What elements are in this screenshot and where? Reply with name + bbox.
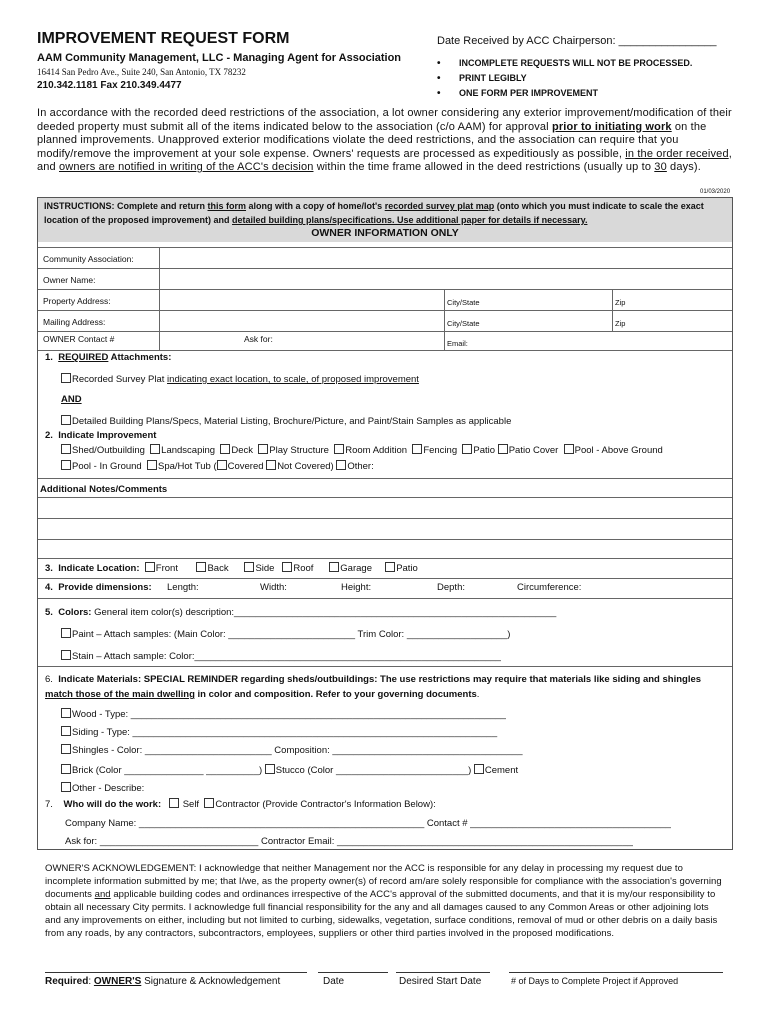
start-date-label: Desired Start Date: [399, 976, 482, 987]
opt-patio-cover[interactable]: Patio Cover: [498, 445, 559, 456]
requirements-list: [437, 56, 692, 101]
opt-patio[interactable]: Patio: [462, 445, 495, 456]
community-input[interactable]: [162, 251, 727, 265]
loc-back[interactable]: Back: [196, 563, 228, 574]
general-color-field[interactable]: General item color(s) description:_____________________________________________________________: [94, 607, 557, 618]
improvement-options-2: [61, 460, 374, 472]
owner-name-row: [38, 268, 732, 289]
improvement-options: [61, 444, 663, 456]
company-address: 16414 San Pedro Ave., Suite 240, San Antonio, TX 78232: [37, 67, 246, 77]
opt-not-covered[interactable]: Not Covered): [266, 461, 334, 472]
wood-checkbox[interactable]: Wood - Type: _______________________________________________________________________: [61, 708, 506, 720]
days-line[interactable]: [509, 972, 723, 973]
opt-covered[interactable]: Covered: [217, 461, 264, 472]
signature-label: Required: OWNER'S Signature & Acknowledgement: [45, 976, 281, 987]
start-date-line[interactable]: [396, 972, 490, 973]
owner-name-input[interactable]: [162, 272, 727, 286]
checkbox-icon[interactable]: [61, 373, 71, 383]
intro-paragraph: In accordance with the recorded deed restrictions of the association, a lot owner considering any exterior improvement/modification of their deeded property must submit all of the items indicated below to the association (c/o AAM) for approval prior to initiating work on the planned improvements. Unapproved exterior modifications violate the deed restrictions, and the association can require that you modify/remove the improvement at your sole expense. Owners' requests are processed as expeditiously as possible, in the order received, and owners are notified in writing of the ACC's decision within the time frame allowed in the deed restrictions (usually up to 30 days).: [37, 107, 732, 173]
loc-front[interactable]: Front: [145, 563, 178, 574]
loc-garage[interactable]: Garage: [329, 563, 372, 574]
company-phone: 210.342.1181 Fax 210.349.4477: [37, 80, 182, 91]
contractor-askfor-field[interactable]: Ask for: ______________________________ Contractor Email: ________________________________________________________: [65, 836, 633, 847]
ask-for-label: Ask for:: [244, 334, 273, 344]
self-checkbox[interactable]: Self: [169, 799, 199, 810]
owner-info-header: OWNER INFORMATION ONLY: [311, 227, 459, 239]
stain-checkbox[interactable]: Stain – Attach sample: Color:__________________________________________________________: [61, 650, 501, 662]
date-received-field[interactable]: Date Received by ACC Chairperson: ________________: [437, 35, 717, 47]
building-plans-checkbox[interactable]: Detailed Building Plans/Specs, Material Listing, Brochure/Picture, and Paint/Stain Samples as applicable: [61, 415, 511, 427]
opt-other[interactable]: Other:: [336, 461, 373, 472]
property-label: Property Address:: [43, 296, 111, 306]
notes-label: Additional Notes/Comments: [40, 484, 168, 495]
form-title: IMPROVEMENT REQUEST FORM: [37, 30, 290, 47]
mailing-label: Mailing Address:: [43, 317, 106, 327]
contact-label: OWNER Contact #: [43, 334, 115, 344]
date-label: Date: [323, 976, 345, 987]
opt-room-addition[interactable]: Room Addition: [334, 445, 407, 456]
checkbox-icon[interactable]: [61, 415, 71, 425]
shingles-checkbox[interactable]: Shingles - Color: ________________________ Composition: ____________________________________: [61, 744, 523, 756]
opt-landscaping[interactable]: Landscaping: [150, 445, 215, 456]
opt-spa[interactable]: Spa/Hot Tub (: [147, 461, 217, 472]
loc-roof[interactable]: Roof: [282, 563, 313, 574]
property-row: [38, 289, 732, 310]
community-row: [38, 247, 732, 268]
stucco-checkbox[interactable]: Stucco (Color _________________________): [265, 765, 474, 776]
s5-colors: 5. Colors: General item color(s) description:_____________________________________________________________: [45, 607, 557, 618]
opt-fencing[interactable]: Fencing: [412, 445, 457, 456]
s1-title: 1. REQUIRED Attachments:: [45, 352, 172, 363]
brick-stucco-cement-row: [61, 764, 518, 776]
notes-line-1[interactable]: [38, 498, 732, 518]
depth-field[interactable]: Depth:: [437, 582, 465, 593]
days-label: # of Days to Complete Project if Approved: [511, 976, 679, 986]
cement-checkbox[interactable]: Cement: [474, 765, 518, 776]
mailing-city-label: City/State: [447, 319, 480, 328]
s4-dimensions: 4. Provide dimensions:: [45, 582, 152, 593]
s7-who: 7. Who will do the work: Self Contractor (Provide Contractor's Information Below):: [45, 799, 436, 810]
contact-row: [38, 331, 732, 350]
length-field[interactable]: Length:: [167, 582, 199, 593]
property-zip-label: Zip: [615, 298, 626, 307]
brick-checkbox[interactable]: Brick (Color _______________ __________): [61, 765, 265, 776]
email-label: Email:: [447, 339, 468, 348]
contractor-checkbox[interactable]: Contractor (Provide Contractor's Information Below):: [204, 799, 435, 810]
notes-line-3[interactable]: [38, 540, 732, 558]
height-field[interactable]: Height:: [341, 582, 372, 593]
siding-checkbox[interactable]: Siding - Type: _____________________________________________________________________: [61, 726, 497, 738]
company-name-field[interactable]: Company Name: ______________________________________________________ Contact # ______________________________________: [65, 818, 671, 829]
notes-line-2[interactable]: [38, 519, 732, 539]
community-label: Community Association:: [43, 254, 134, 264]
mailing-zip-label: Zip: [615, 319, 626, 328]
mailing-row: [38, 310, 732, 331]
width-field[interactable]: Width:: [260, 582, 287, 593]
paint-checkbox[interactable]: Paint – Attach samples: (Main Color: ________________________ Trim Color: ___________________): [61, 628, 510, 640]
s1-and: AND: [61, 394, 82, 405]
requirement-item: • PRINT LEGIBLY: [437, 71, 692, 86]
s6-materials: 6. Indicate Materials: SPECIAL REMINDER regarding sheds/outbuildings: The use restrictions may require that materials like siding and shingles match those of the main dwelling in color and composition. Refer to your governing documents.: [45, 674, 702, 700]
owner-acknowledgement: OWNER'S ACKNOWLEDGEMENT: I acknowledge that neither Management nor the ACC is responsible for any delay in processing my request due to incomplete information submitted by me; that I/we, as the property owner(s) of record am/are solely responsible for compliance with the association's governing documents and applicable building codes and ordinances irrespective of the ACC's approval of the submitted documents, and that it is my/our responsibility to obtain all necessary City permits. I acknowledge full financial responsibility for the any and all damages caused to any Common Areas or other adjoining lots and any improvements on either, including but not limited to curbing, sidewalks, vegetation, surface conditions, removal of mud or other debris on a daily basis from any roads, by any contractors, subcontractors, employees, suppliers or other third parties involved in the proposed modifications.: [45, 863, 722, 939]
requirement-item: • ONE FORM PER IMPROVEMENT: [437, 86, 692, 101]
opt-pool-above[interactable]: Pool - Above Ground: [564, 445, 663, 456]
loc-side[interactable]: Side: [244, 563, 274, 574]
other-material-checkbox[interactable]: Other - Describe:: [61, 782, 144, 794]
company-name: AAM Community Management, LLC - Managing Agent for Association: [37, 52, 402, 64]
opt-deck[interactable]: Deck: [220, 445, 253, 456]
requirement-item: • INCOMPLETE REQUESTS WILL NOT BE PROCESSED.: [437, 56, 692, 71]
opt-shed[interactable]: Shed/Outbuilding: [61, 445, 145, 456]
opt-pool-in-ground[interactable]: Pool - In Ground: [61, 461, 142, 472]
survey-plat-checkbox[interactable]: Recorded Survey Plat indicating exact location, to scale, of proposed improvement: [61, 373, 419, 385]
loc-patio[interactable]: Patio: [385, 563, 418, 574]
s3-location: 3. Indicate Location: Front Back Side Roof Garage Patio: [45, 563, 418, 574]
s2-title: 2. Indicate Improvement: [45, 430, 157, 441]
signature-line[interactable]: [45, 972, 307, 973]
instructions-box: INSTRUCTIONS: Complete and return this form along with a copy of home/lot's recorded survey plat map (onto which you must indicate to scale the exact location of the proposed improvement) and detailed building plans/specifications. Use additional paper for details if necessary.: [38, 198, 732, 242]
circumference-field[interactable]: Circumference:: [517, 582, 582, 593]
property-city-label: City/State: [447, 298, 480, 307]
opt-play-structure[interactable]: Play Structure: [258, 445, 329, 456]
owner-name-label: Owner Name:: [43, 275, 96, 285]
date-line[interactable]: [318, 972, 388, 973]
form-version: 01/03/2020: [700, 189, 731, 195]
